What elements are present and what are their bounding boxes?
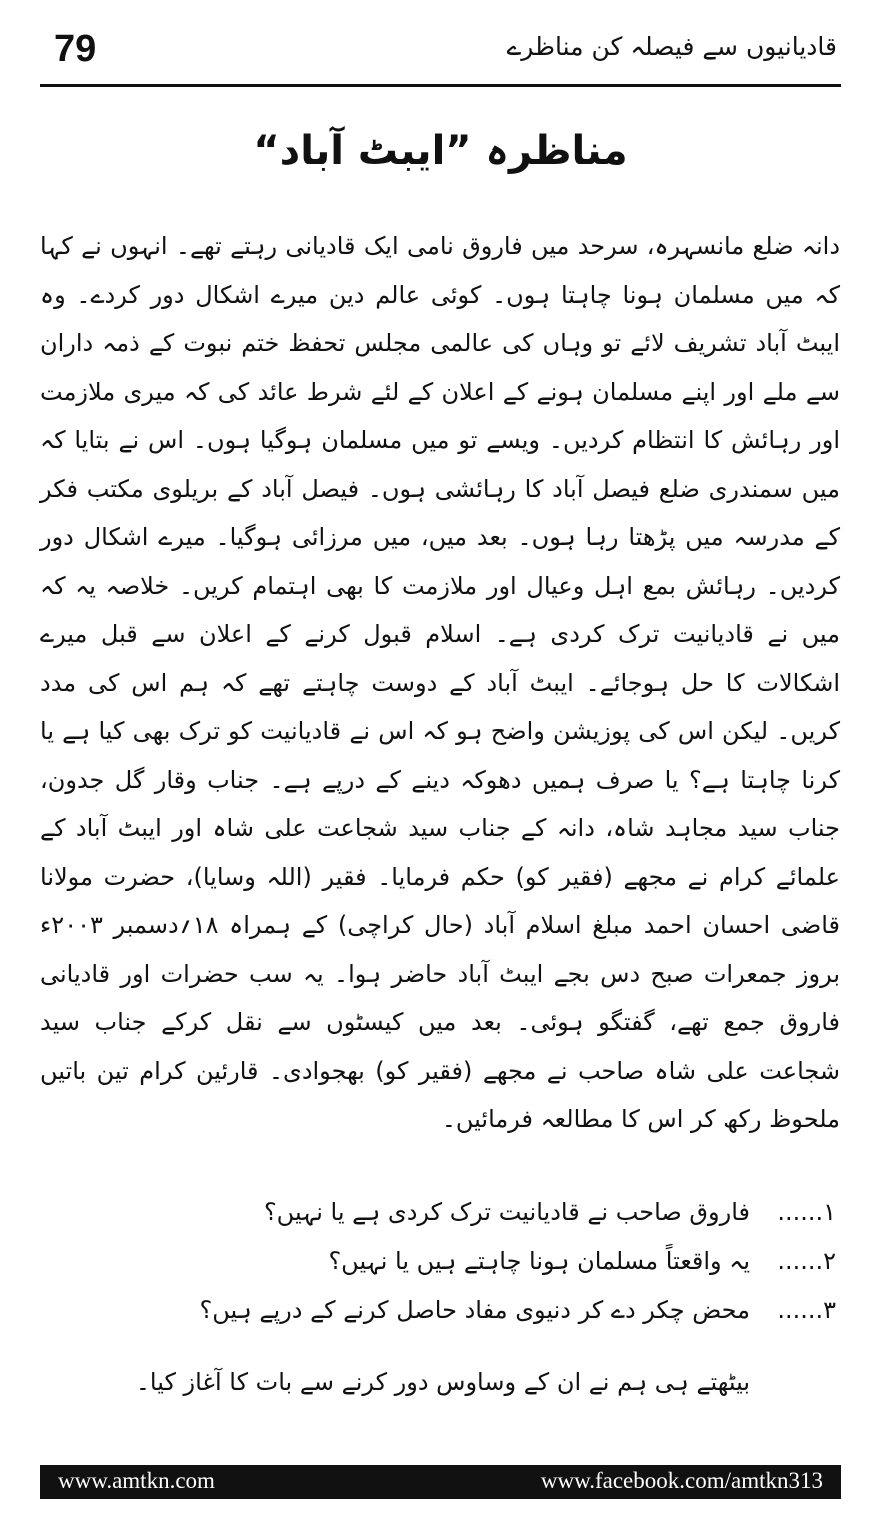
body-paragraph: دانہ ضلع مانسہرہ، سرحد میں فاروق نامی ایک قادیانی رہتے تھے۔ انہوں نے کہا کہ میں مسلمان ہونا چاہتا ہوں۔ کوئی عالم دین میرے اشکال دور کردے۔ وہ ایبٹ آباد تشریف لائے تو وہاں کی عالمی مجلس تحفظ ختم نبوت کے ذمہ داران سے ملے اور اپنے مسلمان ہونے کے اعلان کے لئے شرط عائد کی کہ میری ملازمت اور رہائش کا انتظام کردیں۔ ویسے تو میں مسلمان ہوگیا ہوں۔ اس نے بتایا کہ میں سمندری ضلع فیصل آباد کا رہائشی ہوں۔ فیصل آباد کے بریلوی مکتب فکر کے مدرسہ میں پڑھتا رہا ہوں۔ بعد میں، میں مرزائی ہوگیا۔ میرے اشکال دور کردیں۔ رہائش بمع اہل وعیال اور ملازمت کا بھی اہتمام کریں۔ خلاصہ یہ کہ میں نے قادیانیت ترک کردی ہے۔ اسلام قبول کرنے کے اعلان سے قبل میرے اشکالات کا حل ہوجائے۔ ایبٹ آباد کے دوست چاہتے تھے کہ ہم اس کی مدد کریں۔ لیکن اس کی پوزیشن واضح ہو کہ اس نے قادیانیت کو ترک بھی کیا ہے یا کرنا چاہتا ہے؟ یا صرف ہمیں دھوکہ دینے کے درپے ہے۔ جناب وقار گل جدون، جناب سید مجاہد شاہ، دانہ کے جناب سید شجاعت علی شاہ اور ایبٹ آباد کے علمائے کرام نے مجھے (فقیر کو) حکم فرمایا۔ فقیر (اللہ وسایا)، حضرت مولانا قاضی احسان احمد مبلغ اسلام آباد (حال کراچی) کے ہمراہ ۱۸؍دسمبر ۲۰۰۳ء بروز جمعرات صبح دس بجے ایبٹ آباد حاضر ہوا۔ یہ سب حضرات اور قادیانی فاروق جمع تھے، گفتگو ہوئی۔ بعد میں کیسٹوں سے نقل کرکے جناب سید شجاعت علی شاہ صاحب نے مجھے (فقیر کو) بھجوادی۔ قارئین کرام تین باتیں ملحوظ رکھ کر اس کا مطالعہ فرمائیں۔ — [40, 232, 840, 1133]
question-text: فاروق صاحب نے قادیانیت ترک کردی ہے یا نہیں؟ — [263, 1198, 750, 1226]
running-title: قادیانیوں سے فیصلہ کن مناظرے — [506, 32, 837, 61]
question-item — [40, 1296, 840, 1345]
facebook-link[interactable]: www.facebook.com/amtkn313 — [540, 1468, 823, 1493]
question-number: ۱...... — [777, 1198, 836, 1226]
chapter-title: مناظرہ ”ایبٹ آباد“ — [253, 128, 628, 174]
website-link[interactable]: www.amtkn.com — [58, 1468, 215, 1493]
page-number: 79 — [54, 28, 97, 70]
page-footer — [40, 1465, 841, 1499]
question-item — [40, 1198, 840, 1247]
closing-line: بیٹھتے ہی ہم نے ان کے وساوس دور کرنے سے بات کا آغاز کیا۔ — [135, 1368, 750, 1396]
question-item — [40, 1247, 840, 1296]
question-number: ۳...... — [777, 1296, 836, 1324]
header-divider — [40, 84, 841, 87]
page-header — [40, 22, 841, 80]
question-text: محض چکر دے کر دنیوی مفاد حاصل کرنے کے درپے ہیں؟ — [199, 1296, 750, 1324]
question-text: یہ واقعتاً مسلمان ہونا چاہتے ہیں یا نہیں؟ — [328, 1247, 750, 1275]
question-list — [40, 1198, 840, 1345]
question-number: ۲...... — [777, 1247, 836, 1275]
